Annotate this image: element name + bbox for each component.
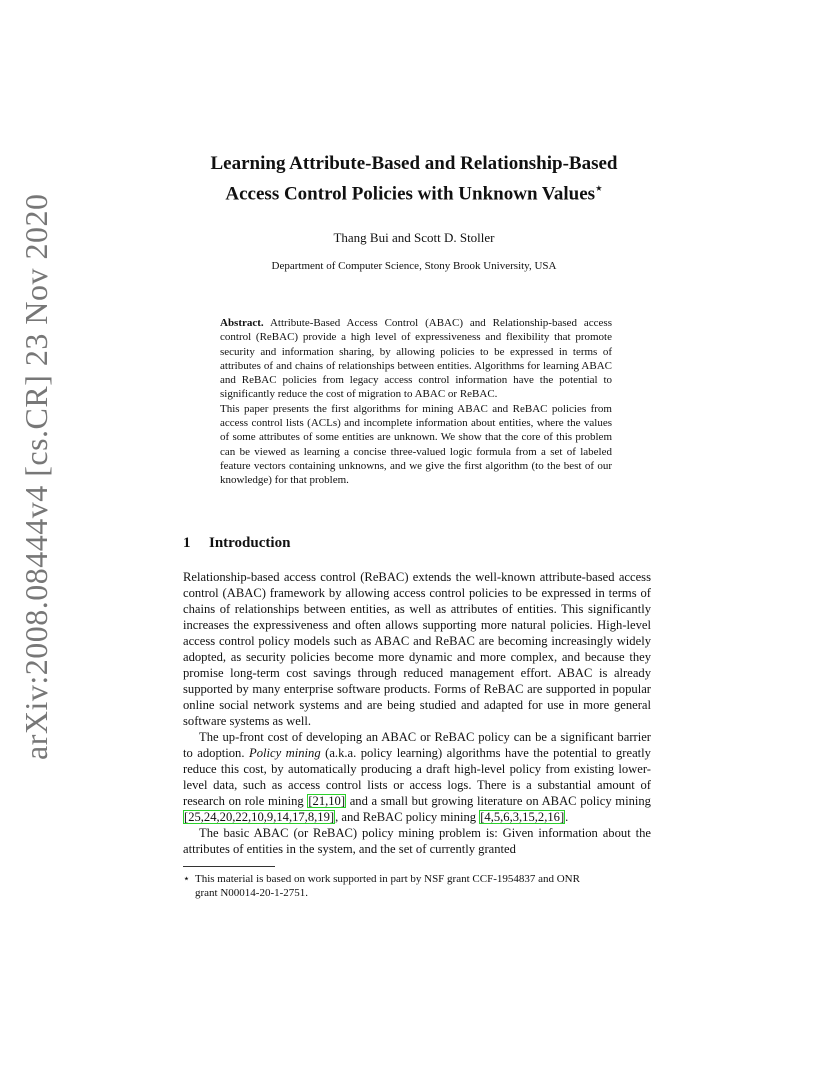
- section-title: Introduction: [209, 535, 291, 551]
- title-footnote-mark: ⋆: [595, 181, 603, 195]
- abstract-text-1: Attribute-Based Access Control (ABAC) and Relationship-based access control (ReBAC) provide a high level of expressiveness and flexibility that promote security and information sharing, by allowing policies to be expressed in terms of attributes of and chains of relationships between entities. Algorithms for learning ABAC and ReBAC policies from legacy access control information have the potential to significantly reduce the cost of migration to ABAC or ReBAC.: [220, 317, 612, 401]
- section-heading: [183, 535, 643, 552]
- body-paragraph-1: Relationship-based access control (ReBAC) extends the well-known attribute-based access control (ABAC) framework by allowing access control policies to be expressed in terms of chains of relationships between entities, as well as attributes of entities. This significantly increases the expressiveness and often allows supporting more natural policies. High-level access control policy models such as ABAC and ReBAC are becoming increasingly widely adopted, as security policies become more dynamic and more complex, and because they promise long-term cost savings through reduced management effort. ABAC is already supported by many enterprise software products. Forms of ReBAC are supported in popular online social network systems and are being studied and adapted for use in more general software systems as well.: [183, 570, 651, 728]
- body-paragraph-3: The basic ABAC (or ReBAC) policy mining problem is: Given information about the attributes of entities in the system, and the set of currently granted: [183, 826, 651, 856]
- footnote-text-1: This material is based on work supported in part by NSF grant CCF-1954837 and ONR: [195, 873, 580, 885]
- abstract-paragraph-2: This paper presents the first algorithms for mining ABAC and ReBAC policies from access control lists (ACLs) and incomplete information about entities, where the values of some attributes of some entities are unknown. We show that the core of this problem can be viewed as learning a concise three-valued logic formula from a set of labeled feature vectors containing unknowns, and we give the first algorithm (to the best of our knowledge) for that problem.: [220, 402, 612, 487]
- title-line-2-text: Access Control Policies with Unknown Values: [225, 183, 596, 205]
- footnote: [183, 872, 651, 900]
- footnote-line-2: grant N00014-20-1-2751.: [195, 887, 309, 899]
- body-text-2e: .: [565, 810, 569, 824]
- footnote-mark: ⋆: [183, 873, 190, 885]
- footnote-rule: [183, 866, 275, 867]
- affiliation: Department of Computer Science, Stony Brook University, USA: [271, 260, 557, 272]
- abstract: [220, 316, 612, 488]
- paper-title: [0, 152, 828, 206]
- footnote-line-1: [183, 872, 651, 886]
- citation-link-1[interactable]: [21,10]: [308, 794, 346, 808]
- citation-link-3[interactable]: [4,5,6,3,15,2,16]: [480, 810, 565, 824]
- policy-mining-term: Policy mining: [249, 746, 321, 760]
- title-line-1: Learning Attribute-Based and Relationship-Based: [210, 153, 618, 174]
- body-paragraph-2: [183, 729, 651, 825]
- abstract-paragraph-1: [220, 316, 612, 402]
- body-text-2b: (a.k.a. policy learning) algorithms have the potential to greatly reduce this cost, by automatically producing a draft high-level policy from existing lower-level data, such as access control lists or access logs. There is a substantial amount of research on role mining: [183, 746, 651, 808]
- abstract-label: Abstract.: [220, 317, 264, 329]
- citation-link-2[interactable]: [25,24,20,22,10,9,14,17,8,19]: [184, 810, 335, 824]
- arxiv-identifier: arXiv:2008.08444v4 [cs.CR] 23 Nov 2020: [18, 193, 54, 760]
- title-line-2: [0, 176, 828, 206]
- body-text-2a: The up-front cost of developing an ABAC or ReBAC policy can be a significant barrier to adoption.: [183, 730, 651, 760]
- section-number: 1: [183, 535, 191, 551]
- body-text: [183, 569, 651, 857]
- body-text-2d: , and ReBAC policy mining: [335, 810, 480, 824]
- body-text-2c: and a small but growing literature on ABAC policy mining: [346, 794, 651, 808]
- authors: Thang Bui and Scott D. Stoller: [333, 230, 495, 245]
